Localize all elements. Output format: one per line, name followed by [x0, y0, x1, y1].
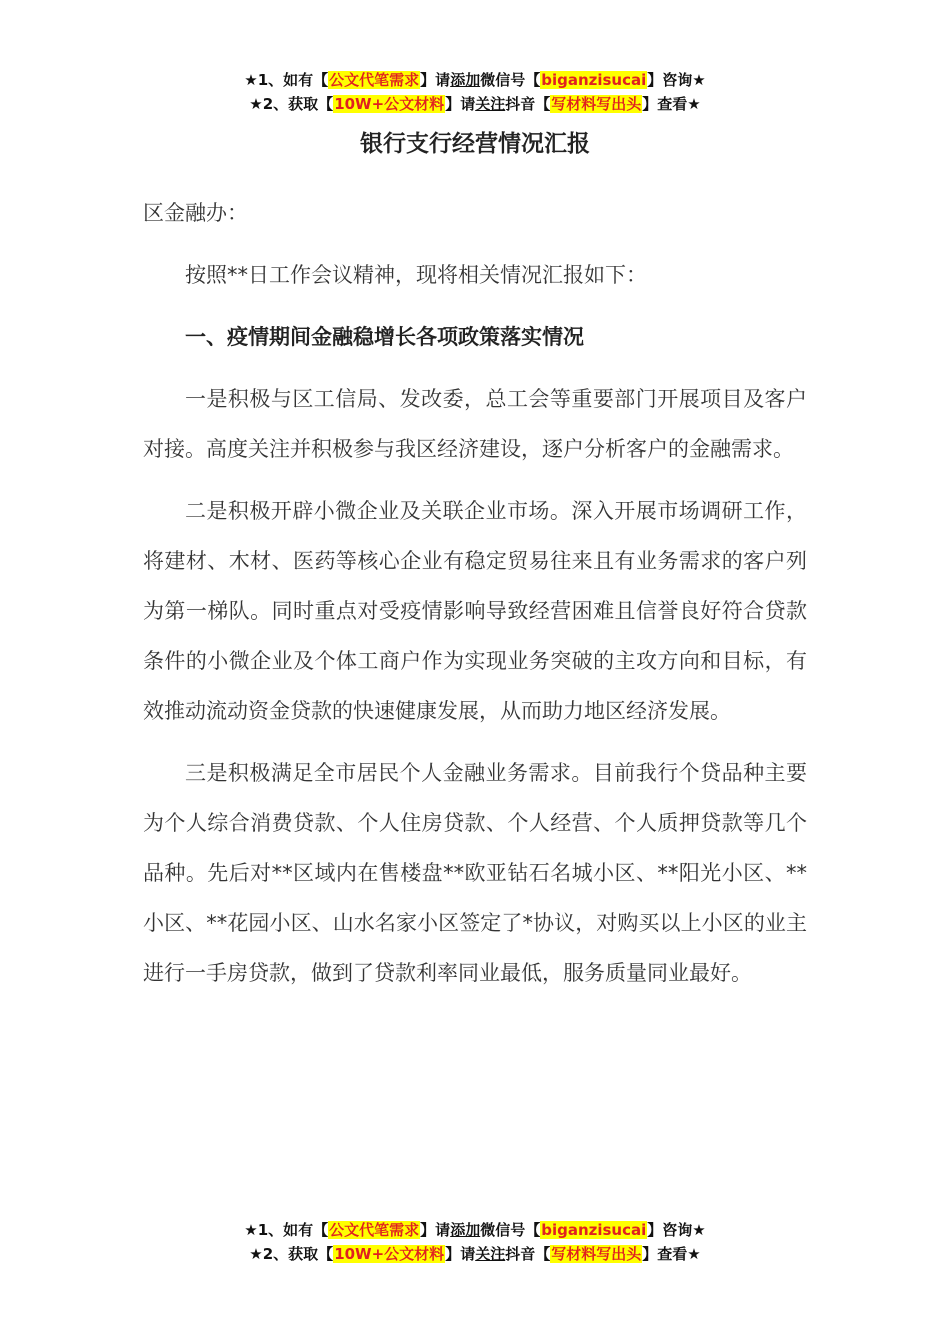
- banner-underline: 添加: [450, 1221, 481, 1239]
- section-heading: 一、疫情期间金融稳增长各项政策落实情况: [185, 325, 584, 349]
- banner-underline: 关注: [475, 1245, 506, 1263]
- banner-underline: 关注: [475, 95, 506, 113]
- banner-highlight: 10W+公文材料: [334, 1245, 445, 1263]
- paragraph-1: 一是积极与区工信局、发改委，总工会等重要部门开展项目及客户对接。高度关注并积极参与我区经济建设，逐户分析客户的金融需求。: [143, 387, 807, 461]
- banner-text: 微信号【: [480, 71, 541, 89]
- paragraph-2: 二是积极开辟小微企业及关联企业市场。深入开展市场调研工作，将建材、木材、医药等核心企业有稳定贸易往来且有业务需求的客户列为第一梯队。同时重点对受疫情影响导致经营困难且信誉良好符合贷款条件的小微企业及个体工商户作为实现业务突破的主攻方向和目标，有效推动流动资金贷款的快速健康发展，从而助力地区经济发展。: [143, 499, 807, 723]
- banner-highlight: 写材料写出头: [551, 95, 642, 113]
- banner-highlight: biganzisucai: [541, 1221, 647, 1239]
- banner-highlight: biganzisucai: [541, 71, 647, 89]
- banner-text: 抖音【: [505, 95, 551, 113]
- banner-text: 抖音【: [505, 1245, 551, 1263]
- banner-text: ★2、获取【: [249, 95, 334, 113]
- banner-text: 】查看★: [642, 1245, 701, 1263]
- banner-text: 】请: [420, 1221, 451, 1239]
- banner-line-1: [0, 68, 950, 92]
- banner-text: ★1、如有【: [244, 1221, 329, 1239]
- bottom-banner: [0, 1218, 950, 1266]
- paragraph-3: 三是积极满足全市居民个人金融业务需求。目前我行个贷品种主要为个人综合消费贷款、个人住房贷款、个人经营、个人质押贷款等几个品种。先后对**区域内在售楼盘**欧亚钻石名城小区、**阳光小区、**小区、**花园小区、山水名家小区签定了*协议，对购买以上小区的业主进行一手房贷款，做到了贷款利率同业最低，服务质量同业最好。: [143, 761, 807, 985]
- salutation: 区金融办：: [143, 201, 248, 225]
- banner-highlight: 写材料写出头: [551, 1245, 642, 1263]
- banner-line-1: [0, 1218, 950, 1242]
- banner-text: 】咨询★: [647, 1221, 706, 1239]
- banner-text: ★2、获取【: [249, 1245, 334, 1263]
- banner-line-2: [0, 92, 950, 116]
- banner-text: 】请: [445, 1245, 476, 1263]
- banner-highlight: 公文代笔需求: [329, 1221, 420, 1239]
- banner-text: 微信号【: [480, 1221, 541, 1239]
- banner-text: 】查看★: [642, 95, 701, 113]
- banner-underline: 添加: [450, 71, 481, 89]
- banner-highlight: 公文代笔需求: [329, 71, 420, 89]
- banner-text: 】请: [420, 71, 451, 89]
- banner-highlight: 10W+公文材料: [334, 95, 445, 113]
- intro-paragraph: 按照**日工作会议精神，现将相关情况汇报如下：: [185, 263, 647, 287]
- document-body: [143, 188, 807, 998]
- banner-line-2: [0, 1242, 950, 1266]
- banner-text: 】咨询★: [647, 71, 706, 89]
- banner-text: ★1、如有【: [244, 71, 329, 89]
- top-banner: [0, 68, 950, 116]
- document-title: 银行支行经营情况汇报: [360, 131, 590, 157]
- banner-text: 】请: [445, 95, 476, 113]
